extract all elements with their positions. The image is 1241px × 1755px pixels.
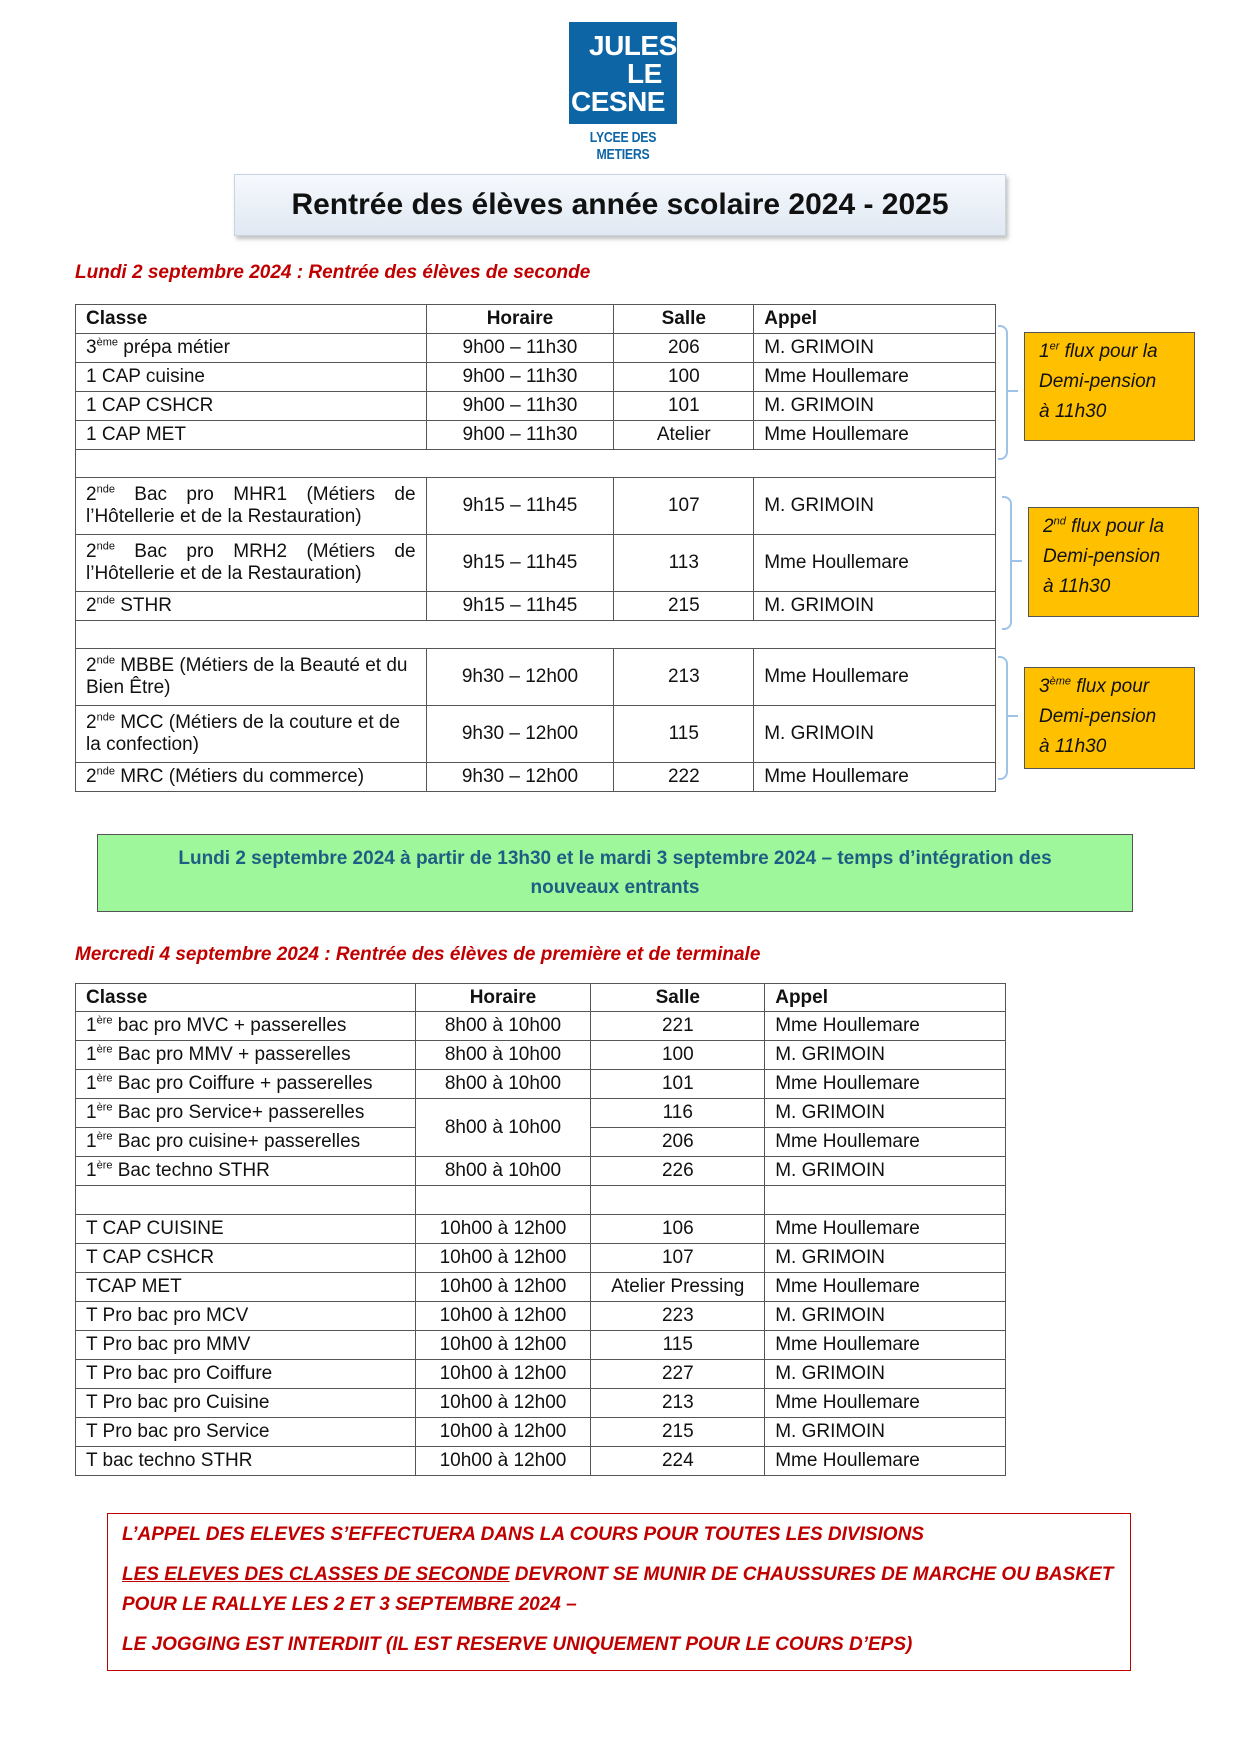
horaire-cell: 9h00 – 11h30 xyxy=(426,392,614,421)
salle-cell: 213 xyxy=(614,649,754,706)
table-row xyxy=(76,592,996,621)
horaire-cell: 10h00 à 12h00 xyxy=(415,1273,591,1302)
header-classe: Classe xyxy=(76,305,427,334)
classe-cell: 1 CAP CSHCR xyxy=(76,392,427,421)
salle-cell: 100 xyxy=(591,1041,765,1070)
logo-subtitle: LYCEE DES METIERS xyxy=(589,129,657,163)
appel-cell: Mme Houllemare xyxy=(765,1389,1006,1418)
classe-cell: T Pro bac pro Coiffure xyxy=(76,1360,416,1389)
classe-cell: T Pro bac pro Service xyxy=(76,1418,416,1447)
table-row xyxy=(76,334,996,363)
table-header-row xyxy=(76,305,996,334)
horaire-cell: 10h00 à 12h00 xyxy=(415,1447,591,1476)
table-row xyxy=(76,363,996,392)
salle-cell: 213 xyxy=(591,1389,765,1418)
classe-cell: 1ère Bac pro Service+ passerelles xyxy=(76,1099,416,1128)
horaire-cell: 9h00 – 11h30 xyxy=(426,363,614,392)
salle-cell: 101 xyxy=(591,1070,765,1099)
salle-cell: 107 xyxy=(591,1244,765,1273)
table-row xyxy=(76,1157,1006,1186)
appel-cell: Mme Houllemare xyxy=(765,1273,1006,1302)
group3-brace xyxy=(998,656,1008,780)
appel-cell: Mme Houllemare xyxy=(754,535,996,592)
classe-cell: 2nde Bac pro MRH2 (Métiers de l’Hôtellerie et de la Restauration) xyxy=(76,535,427,592)
table-row xyxy=(76,478,996,535)
appel-cell: M. GRIMOIN xyxy=(754,706,996,763)
notice-line-1: L’APPEL DES ELEVES S’EFFECTUERA DANS LA COURS POUR TOUTES LES DIVISIONS xyxy=(122,1524,924,1545)
section2-heading: Mercredi 4 septembre 2024 : Rentrée des élèves de première et de terminale xyxy=(75,944,761,965)
salle-cell: 206 xyxy=(614,334,754,363)
notice-line-3: POUR LE RALLYE LES 2 ET 3 SEPTEMBRE 2024 – xyxy=(122,1594,577,1615)
table-row xyxy=(76,1099,1006,1128)
table-row xyxy=(76,1244,1006,1273)
appel-cell: M. GRIMOIN xyxy=(765,1099,1006,1128)
horaire-cell: 8h00 à 10h00 xyxy=(415,1157,591,1186)
section1-heading: Lundi 2 septembre 2024 : Rentrée des élèves de seconde xyxy=(75,262,591,283)
horaire-cell: 9h30 – 12h00 xyxy=(426,706,614,763)
classe-cell: 1ère Bac pro cuisine+ passerelles xyxy=(76,1128,416,1157)
classe-cell: 1 CAP cuisine xyxy=(76,363,427,392)
classe-cell: T Pro bac pro Cuisine xyxy=(76,1389,416,1418)
horaire-cell: 9h00 – 11h30 xyxy=(426,334,614,363)
logo-line-2: LE xyxy=(627,58,662,89)
horaire-cell: 10h00 à 12h00 xyxy=(415,1215,591,1244)
classe-cell: 1ère Bac pro Coiffure + passerelles xyxy=(76,1070,416,1099)
salle-cell: 222 xyxy=(614,763,754,792)
school-logo xyxy=(567,22,679,163)
flux-box-3: 3ème flux pour Demi-pension à 11h30 xyxy=(1024,667,1195,769)
classe-cell: 2nde Bac pro MHR1 (Métiers de l’Hôtellerie et de la Restauration) xyxy=(76,478,427,535)
table-row xyxy=(76,649,996,706)
horaire-cell: 9h15 – 11h45 xyxy=(426,592,614,621)
classe-cell: T Pro bac pro MCV xyxy=(76,1302,416,1331)
horaire-cell-merged: 8h00 à 10h00 xyxy=(415,1099,591,1157)
salle-cell: 115 xyxy=(614,706,754,763)
horaire-cell: 8h00 à 10h00 xyxy=(415,1070,591,1099)
salle-cell: 101 xyxy=(614,392,754,421)
notice-line-4: LE JOGGING EST INTERDIIT (IL EST RESERVE UNIQUEMENT POUR LE COURS D’EPS) xyxy=(122,1634,913,1655)
header-horaire: Horaire xyxy=(415,984,591,1012)
classe-cell: T Pro bac pro MMV xyxy=(76,1331,416,1360)
salle-cell: 206 xyxy=(591,1128,765,1157)
horaire-cell: 9h00 – 11h30 xyxy=(426,421,614,450)
horaire-cell: 9h15 – 11h45 xyxy=(426,478,614,535)
horaire-cell: 8h00 à 10h00 xyxy=(415,1041,591,1070)
page-title-box xyxy=(234,174,1006,236)
rules-notice xyxy=(107,1513,1131,1671)
salle-cell: 221 xyxy=(591,1012,765,1041)
header-classe: Classe xyxy=(76,984,416,1012)
appel-cell: M. GRIMOIN xyxy=(765,1157,1006,1186)
classe-cell: 1ère Bac pro MMV + passerelles xyxy=(76,1041,416,1070)
page-title: Rentrée des élèves année scolaire 2024 - 2025 xyxy=(291,188,949,221)
classe-cell: 1ère Bac techno STHR xyxy=(76,1157,416,1186)
salle-cell: Atelier xyxy=(614,421,754,450)
header-salle: Salle xyxy=(614,305,754,334)
table-row xyxy=(76,1360,1006,1389)
salle-cell: 107 xyxy=(614,478,754,535)
classe-cell: 2nde MCC (Métiers de la couture et de la confection) xyxy=(76,706,427,763)
classe-cell: T CAP CUISINE xyxy=(76,1215,416,1244)
salle-cell: 224 xyxy=(591,1447,765,1476)
appel-cell: Mme Houllemare xyxy=(754,421,996,450)
classe-cell: 1ère bac pro MVC + passerelles xyxy=(76,1012,416,1041)
header-appel: Appel xyxy=(765,984,1006,1012)
salle-cell: 113 xyxy=(614,535,754,592)
appel-cell: M. GRIMOIN xyxy=(754,334,996,363)
salle-cell: 115 xyxy=(591,1331,765,1360)
appel-cell: Mme Houllemare xyxy=(754,649,996,706)
logo-line-1: JULES xyxy=(589,30,677,61)
flux-box-2: 2nd flux pour la Demi-pension à 11h30 xyxy=(1028,507,1199,617)
horaire-cell: 10h00 à 12h00 xyxy=(415,1302,591,1331)
appel-cell: M. GRIMOIN xyxy=(765,1418,1006,1447)
appel-cell: M. GRIMOIN xyxy=(765,1360,1006,1389)
classe-cell: 2nde STHR xyxy=(76,592,427,621)
salle-cell: 215 xyxy=(591,1418,765,1447)
group2-brace-tip xyxy=(1012,560,1022,562)
spacer-row xyxy=(76,621,996,649)
salle-cell: 227 xyxy=(591,1360,765,1389)
spacer-row xyxy=(76,450,996,478)
horaire-cell: 9h30 – 12h00 xyxy=(426,649,614,706)
table-row xyxy=(76,1447,1006,1476)
horaire-cell: 10h00 à 12h00 xyxy=(415,1360,591,1389)
classe-cell: 1 CAP MET xyxy=(76,421,427,450)
appel-cell: Mme Houllemare xyxy=(765,1447,1006,1476)
classe-cell: T CAP CSHCR xyxy=(76,1244,416,1273)
group2-brace xyxy=(1002,496,1012,630)
appel-cell: M. GRIMOIN xyxy=(754,392,996,421)
horaire-cell: 8h00 à 10h00 xyxy=(415,1012,591,1041)
appel-cell: Mme Houllemare xyxy=(765,1331,1006,1360)
classe-cell: TCAP MET xyxy=(76,1273,416,1302)
horaire-cell: 10h00 à 12h00 xyxy=(415,1331,591,1360)
appel-cell: M. GRIMOIN xyxy=(765,1041,1006,1070)
premiere-terminale-table xyxy=(75,983,1006,1476)
table-row xyxy=(76,1041,1006,1070)
integration-banner xyxy=(97,834,1133,912)
table-row xyxy=(76,535,996,592)
horaire-cell: 9h15 – 11h45 xyxy=(426,535,614,592)
appel-cell: M. GRIMOIN xyxy=(754,592,996,621)
table-row xyxy=(76,1012,1006,1041)
appel-cell: Mme Houllemare xyxy=(754,763,996,792)
table-row xyxy=(76,1273,1006,1302)
salle-cell: 106 xyxy=(591,1215,765,1244)
classe-cell: 2nde MBBE (Métiers de la Beauté et du Bien Être) xyxy=(76,649,427,706)
horaire-cell: 9h30 – 12h00 xyxy=(426,763,614,792)
group3-brace-tip xyxy=(1008,715,1018,717)
table-row xyxy=(76,1302,1006,1331)
flux-box-1: 1er flux pour la Demi-pension à 11h30 xyxy=(1024,332,1195,441)
header-salle: Salle xyxy=(591,984,765,1012)
header-appel: Appel xyxy=(754,305,996,334)
appel-cell: Mme Houllemare xyxy=(765,1070,1006,1099)
banner-line-1: Lundi 2 septembre 2024 à partir de 13h30 et le mardi 3 septembre 2024 – temps d’intégration des xyxy=(178,848,1052,869)
table-row xyxy=(76,1215,1006,1244)
classe-cell: 2nde MRC (Métiers du commerce) xyxy=(76,763,427,792)
appel-cell: Mme Houllemare xyxy=(765,1128,1006,1157)
table-row xyxy=(76,763,996,792)
appel-cell: Mme Houllemare xyxy=(765,1012,1006,1041)
appel-cell: M. GRIMOIN xyxy=(754,478,996,535)
spacer-row xyxy=(76,1186,1006,1215)
horaire-cell: 10h00 à 12h00 xyxy=(415,1244,591,1273)
table-row xyxy=(76,706,996,763)
table-row xyxy=(76,1331,1006,1360)
salle-cell: 116 xyxy=(591,1099,765,1128)
header-horaire: Horaire xyxy=(426,305,614,334)
horaire-cell: 10h00 à 12h00 xyxy=(415,1389,591,1418)
table-header-row xyxy=(76,984,1006,1012)
logo-line-3: CESNE xyxy=(571,86,665,117)
appel-cell: Mme Houllemare xyxy=(754,363,996,392)
salle-cell: 215 xyxy=(614,592,754,621)
table-row xyxy=(76,392,996,421)
appel-cell: M. GRIMOIN xyxy=(765,1302,1006,1331)
seconde-schedule-table xyxy=(75,304,996,792)
salle-cell: 100 xyxy=(614,363,754,392)
group1-brace-tip xyxy=(1008,390,1018,392)
salle-cell: 223 xyxy=(591,1302,765,1331)
horaire-cell: 10h00 à 12h00 xyxy=(415,1418,591,1447)
banner-line-2: nouveaux entrants xyxy=(530,877,700,898)
classe-cell: T bac techno STHR xyxy=(76,1447,416,1476)
classe-cell: 3ème prépa métier xyxy=(76,334,427,363)
group1-brace xyxy=(998,325,1008,460)
appel-cell: M. GRIMOIN xyxy=(765,1244,1006,1273)
salle-cell: 226 xyxy=(591,1157,765,1186)
salle-cell: Atelier Pressing xyxy=(591,1273,765,1302)
table-row xyxy=(76,1070,1006,1099)
table-row xyxy=(76,421,996,450)
notice-line-2: LES ELEVES DES CLASSES DE SECONDE DEVRONT SE MUNIR DE CHAUSSURES DE MARCHE OU BASKET xyxy=(122,1564,1114,1585)
table-row xyxy=(76,1418,1006,1447)
appel-cell: Mme Houllemare xyxy=(765,1215,1006,1244)
table-row xyxy=(76,1389,1006,1418)
